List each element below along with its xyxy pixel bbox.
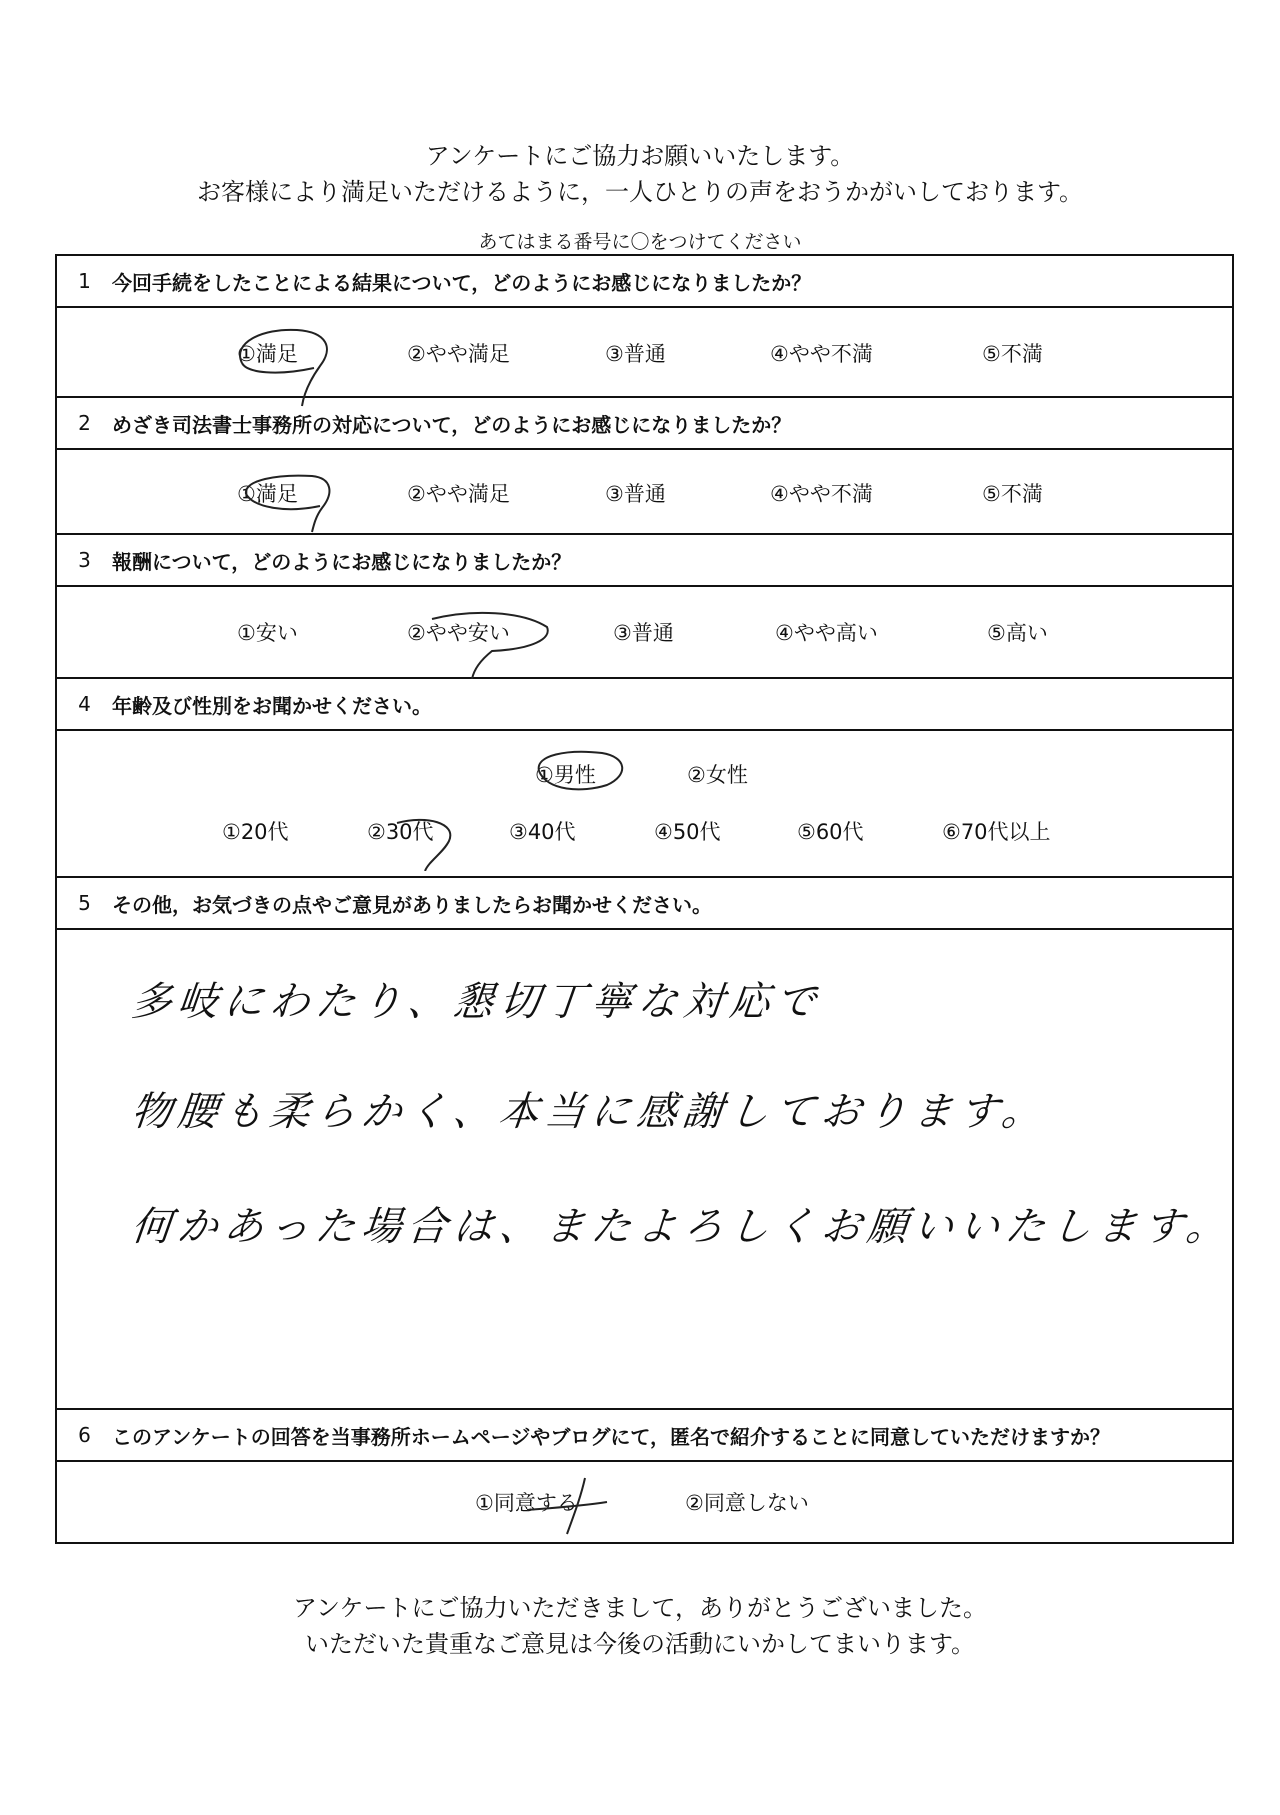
q2-option-5[interactable]: ⑤不満 bbox=[982, 482, 1043, 506]
question-1 bbox=[57, 256, 1232, 308]
q1-option-1[interactable]: ①満足 bbox=[237, 342, 298, 366]
q3-option-3[interactable]: ③普通 bbox=[613, 621, 674, 645]
q3-option-4[interactable]: ④やや高い bbox=[775, 621, 878, 645]
q4-gender-option-1[interactable]: ①男性 bbox=[535, 763, 596, 787]
question-5 bbox=[57, 878, 1232, 930]
handwritten-comment-line-3: 何かあった場合は、またよろしくお願いいたします。 bbox=[129, 1204, 1235, 1250]
closing-line-1: アンケートにご協力いただきまして，ありがとうございました。 bbox=[292, 1594, 988, 1622]
answer-3-options bbox=[57, 587, 1232, 679]
q1-option-2[interactable]: ②やや満足 bbox=[407, 342, 510, 366]
q2-option-2[interactable]: ②やや満足 bbox=[407, 482, 510, 506]
question-text: めざき司法書士事務所の対応について，どのようにお感じになりましたか？ bbox=[112, 412, 792, 437]
question-number: 5 bbox=[78, 891, 91, 915]
answer-6-options bbox=[57, 1462, 1232, 1542]
q4-age-option-6[interactable]: ⑥70代以上 bbox=[942, 820, 1051, 844]
q4-age-option-1[interactable]: ①20代 bbox=[222, 820, 289, 844]
answer-2-options bbox=[57, 450, 1232, 535]
answer-1-options bbox=[57, 308, 1232, 398]
q6-option-2[interactable]: ②同意しない bbox=[685, 1491, 809, 1515]
q4-gender-option-2[interactable]: ②女性 bbox=[687, 763, 748, 787]
question-2 bbox=[57, 398, 1232, 450]
q4-age-option-3[interactable]: ③40代 bbox=[509, 820, 576, 844]
question-number: 4 bbox=[78, 692, 91, 716]
intro-line-2: お客様により満足いただけるように，一人ひとりの声をおうかがいしております。 bbox=[196, 178, 1084, 206]
question-number: 1 bbox=[78, 269, 91, 293]
q4-age-option-2[interactable]: ②30代 bbox=[367, 820, 434, 844]
question-number: 2 bbox=[78, 411, 91, 435]
question-text: その他，お気づきの点やご意見がありましたらお聞かせください。 bbox=[112, 892, 712, 917]
q3-option-5[interactable]: ⑤高い bbox=[987, 621, 1048, 645]
question-number: 3 bbox=[78, 548, 91, 572]
q2-option-4[interactable]: ④やや不満 bbox=[770, 482, 873, 506]
question-text: 年齢及び性別をお聞かせください。 bbox=[112, 693, 432, 718]
q1-option-5[interactable]: ⑤不満 bbox=[982, 342, 1043, 366]
question-4 bbox=[57, 679, 1232, 731]
q2-option-1[interactable]: ①満足 bbox=[237, 482, 298, 506]
answer-4-options bbox=[57, 731, 1232, 878]
q4-age-option-4[interactable]: ④50代 bbox=[654, 820, 721, 844]
q6-option-1[interactable]: ①同意する bbox=[475, 1491, 578, 1515]
instruction-text: あてはまる番号に〇をつけてください bbox=[478, 231, 802, 253]
question-text: このアンケートの回答を当事務所ホームページやブログにて，匿名で紹介することに同意していただけますか？ bbox=[112, 1424, 1110, 1449]
q1-option-3[interactable]: ③普通 bbox=[605, 342, 666, 366]
handwritten-comment-line-2: 物腰も柔らかく、本当に感謝しております。 bbox=[129, 1089, 1051, 1135]
question-number: 6 bbox=[78, 1423, 91, 1447]
free-comment-area bbox=[57, 930, 1235, 1410]
closing-line-2: いただいた貴重なご意見は今後の活動にいかしてまいります。 bbox=[304, 1630, 976, 1658]
question-text: 今回手続をしたことによる結果について，どのようにお感じになりましたか？ bbox=[112, 270, 812, 295]
q4-age-option-5[interactable]: ⑤60代 bbox=[797, 820, 864, 844]
question-text: 報酬について，どのようにお感じになりましたか？ bbox=[112, 549, 572, 574]
survey-form bbox=[55, 254, 1234, 1544]
intro-line-1: アンケートにご協力お願いいたします。 bbox=[425, 142, 855, 170]
question-6 bbox=[57, 1410, 1232, 1462]
q3-option-1[interactable]: ①安い bbox=[237, 621, 298, 645]
q2-option-3[interactable]: ③普通 bbox=[605, 482, 666, 506]
question-3 bbox=[57, 535, 1232, 587]
q1-option-4[interactable]: ④やや不満 bbox=[770, 342, 873, 366]
q3-option-2[interactable]: ②やや安い bbox=[407, 621, 510, 645]
handwritten-comment-line-1: 多岐にわたり、懇切丁寧な対応で bbox=[129, 979, 825, 1025]
